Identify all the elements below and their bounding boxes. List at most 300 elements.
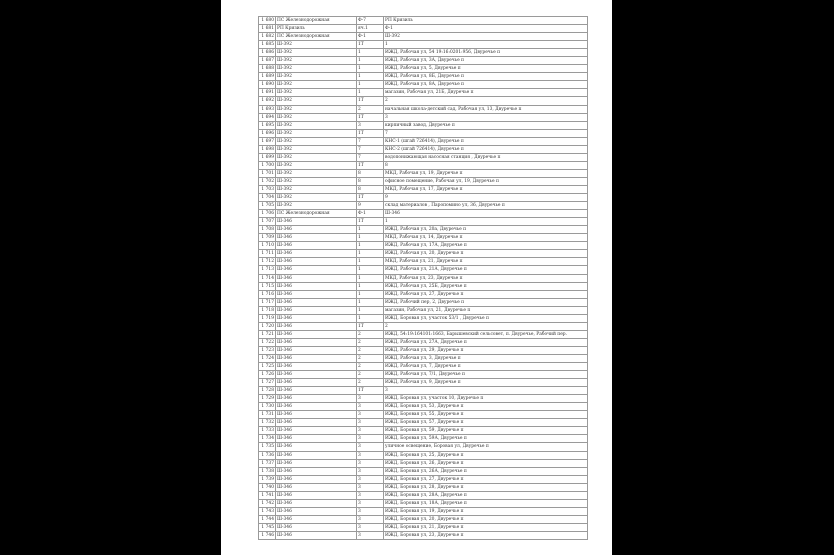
table-row <box>259 459 588 467</box>
consumer-cell: ИЖД, Боровая ул, 19, Двуречье п <box>384 507 588 515</box>
source-object-cell: Ш-392 <box>276 105 357 113</box>
consumer-cell: магазин, Рабочая ул, 21, Двуречье п <box>384 306 588 314</box>
table-row <box>259 274 588 282</box>
row-number-cell: 1 739 <box>259 475 276 483</box>
table-row <box>259 161 588 169</box>
feeder-cell: 1 <box>357 81 384 89</box>
feeder-cell: 8 <box>357 177 384 185</box>
consumer-cell: МКД, Рабочая ул, 17, Двуречье п <box>384 185 588 193</box>
source-object-cell: Ш-346 <box>276 242 357 250</box>
row-number-cell: 1 699 <box>259 153 276 161</box>
table-row <box>259 379 588 387</box>
row-number-cell: 1 740 <box>259 483 276 491</box>
source-object-cell: Ш-346 <box>276 379 357 387</box>
source-object-cell: Ш-392 <box>276 121 357 129</box>
row-number-cell: 1 732 <box>259 419 276 427</box>
row-number-cell: 1 706 <box>259 210 276 218</box>
table-row <box>259 210 588 218</box>
table-row <box>259 363 588 371</box>
source-object-cell: Ш-346 <box>276 515 357 523</box>
feeder-cell: 8 <box>357 185 384 193</box>
consumer-cell: ИЖД, Боровая ул, 53, Двуречье п <box>384 403 588 411</box>
row-number-cell: 1 734 <box>259 435 276 443</box>
source-object-cell: Ш-346 <box>276 523 357 531</box>
source-object-cell: Ш-392 <box>276 41 357 49</box>
source-object-cell: РП Кризиль <box>276 25 357 33</box>
consumer-cell: МКД, Рабочая ул, 19, Двуречье п <box>384 169 588 177</box>
table-row <box>259 443 588 451</box>
consumer-cell: склад материалов , Паропомино ул, 36, Двуречье п <box>384 202 588 210</box>
source-object-cell: Ш-392 <box>276 57 357 65</box>
consumer-cell: ИЖД, Боровая ул, 27, Двуречье п <box>384 475 588 483</box>
source-object-cell: Ш-346 <box>276 532 357 540</box>
feeder-cell: 3 <box>357 483 384 491</box>
source-object-cell: Ш-392 <box>276 97 357 105</box>
document-page <box>221 0 612 555</box>
feeder-cell: 1 <box>357 282 384 290</box>
source-object-cell: Ш-346 <box>276 475 357 483</box>
consumer-cell: начальная школа-детский сад, Рабочая ул, 13, Двуречье п <box>384 105 588 113</box>
row-number-cell: 1 691 <box>259 89 276 97</box>
feeder-cell: 1Т <box>357 41 384 49</box>
source-object-cell: Ш-346 <box>276 274 357 282</box>
source-object-cell: Ш-346 <box>276 346 357 354</box>
row-number-cell: 1 707 <box>259 218 276 226</box>
row-number-cell: 1 718 <box>259 306 276 314</box>
consumer-cell: ИЖД, Рабочая ул, 20, Двуречье п <box>384 250 588 258</box>
row-number-cell: 1 742 <box>259 499 276 507</box>
consumer-cell: ИЖД, Боровая ул, 18А, Двуречье п <box>384 499 588 507</box>
table-row <box>259 499 588 507</box>
source-object-cell: Ш-392 <box>276 129 357 137</box>
source-object-cell: Ш-346 <box>276 483 357 491</box>
feeder-cell: 7 <box>357 145 384 153</box>
feeder-cell: 7 <box>357 153 384 161</box>
consumer-cell: водопонижающая насосная станция , Двуречье п <box>384 153 588 161</box>
feeder-cell: 3 <box>357 121 384 129</box>
feeder-cell: 1 <box>357 258 384 266</box>
row-number-cell: 1 708 <box>259 226 276 234</box>
row-number-cell: 1 688 <box>259 65 276 73</box>
source-object-cell: Ш-346 <box>276 459 357 467</box>
feeder-cell: 1 <box>357 89 384 97</box>
table-row <box>259 467 588 475</box>
table-row <box>259 177 588 185</box>
row-number-cell: 1 686 <box>259 49 276 57</box>
consumer-cell: ИЖД, Боровая ул, 26А, Двуречье п <box>384 467 588 475</box>
table-row <box>259 113 588 121</box>
consumer-cell: ИЖД, Рабочая ул, 7/1, Двуречье п <box>384 371 588 379</box>
feeder-cell: 3 <box>357 523 384 531</box>
consumer-cell: Ш-392 <box>384 33 588 41</box>
table-row <box>259 89 588 97</box>
source-object-cell: Ш-392 <box>276 169 357 177</box>
source-object-cell: Ш-392 <box>276 202 357 210</box>
table-row <box>259 403 588 411</box>
source-object-cell: Ш-392 <box>276 89 357 97</box>
row-number-cell: 1 737 <box>259 459 276 467</box>
source-object-cell: Ш-346 <box>276 427 357 435</box>
row-number-cell: 1 729 <box>259 395 276 403</box>
table-row <box>259 234 588 242</box>
table-row <box>259 105 588 113</box>
table-row <box>259 266 588 274</box>
row-number-cell: 1 717 <box>259 298 276 306</box>
consumer-cell: ИЖД, Рабочая ул, 8А, Двуречье п <box>384 81 588 89</box>
source-object-cell: Ш-346 <box>276 419 357 427</box>
row-number-cell: 1 731 <box>259 411 276 419</box>
table-row <box>259 41 588 49</box>
consumer-cell: КНС-1 (шгай 726414), Двуречье п <box>384 137 588 145</box>
table-row <box>259 169 588 177</box>
consumer-cell: ИЖД, Боровая ул, 28А, Двуречье п <box>384 491 588 499</box>
feeder-cell: 8 <box>357 169 384 177</box>
table-row <box>259 290 588 298</box>
source-object-cell: Ш-346 <box>276 250 357 258</box>
source-object-cell: Ш-392 <box>276 65 357 73</box>
consumer-cell: ИЖД, Боровая ул, 25, Двуречье п <box>384 451 588 459</box>
consumer-cell: офисное помещение, Рабочая ул, 19, Двуречье п <box>384 177 588 185</box>
source-object-cell: Ш-346 <box>276 491 357 499</box>
source-object-cell: Ш-346 <box>276 411 357 419</box>
row-number-cell: 1 727 <box>259 379 276 387</box>
feeder-cell: 1 <box>357 274 384 282</box>
row-number-cell: 1 745 <box>259 523 276 531</box>
consumer-cell: ИЖД, Рабочая ул, 9, Двуречье п <box>384 379 588 387</box>
feeder-cell: 1Т <box>357 194 384 202</box>
feeder-cell: 3 <box>357 419 384 427</box>
source-object-cell: Ш-392 <box>276 161 357 169</box>
feeder-cell: яч.1 <box>357 25 384 33</box>
row-number-cell: 1 725 <box>259 363 276 371</box>
feeder-cell: 3 <box>357 443 384 451</box>
source-object-cell: Ш-346 <box>276 507 357 515</box>
table-row <box>259 57 588 65</box>
consumer-cell: ИЖД, Рабочая ул, 29, Двуречье п <box>384 346 588 354</box>
consumer-cell: 3 <box>384 113 588 121</box>
feeder-cell: 1 <box>357 306 384 314</box>
consumer-cell: ИЖД, Рабочая ул, 25Б, Двуречье п <box>384 282 588 290</box>
row-number-cell: 1 736 <box>259 451 276 459</box>
table-row <box>259 338 588 346</box>
table-row <box>259 354 588 362</box>
table-row <box>259 427 588 435</box>
row-number-cell: 1 690 <box>259 81 276 89</box>
consumer-cell: ИЖД, Боровая ул, 28, Двуречье п <box>384 483 588 491</box>
consumer-cell: ИЖД, Рабочая ул, 27А, Двуречье п <box>384 338 588 346</box>
row-number-cell: 1 712 <box>259 258 276 266</box>
table-body <box>259 17 588 540</box>
source-object-cell: Ш-346 <box>276 499 357 507</box>
consumer-cell: ИЖД, Боровая ул, участок 53/1 , Двуречье п <box>384 314 588 322</box>
consumer-cell: РП Кризиль <box>384 17 588 25</box>
table-row <box>259 346 588 354</box>
source-object-cell: Ш-392 <box>276 194 357 202</box>
table-row <box>259 137 588 145</box>
consumer-cell: ИЖД, Рабочая ул, 3, Двуречье п <box>384 354 588 362</box>
feeder-cell: 7 <box>357 137 384 145</box>
row-number-cell: 1 746 <box>259 532 276 540</box>
consumer-cell: ИЖД, Боровая ул, 59, Двуречье п <box>384 427 588 435</box>
source-object-cell: Ш-392 <box>276 153 357 161</box>
row-number-cell: 1 724 <box>259 354 276 362</box>
row-number-cell: 1 723 <box>259 346 276 354</box>
consumer-cell: ИЖД, Рабочий пер, 2, Двуречье п <box>384 298 588 306</box>
consumer-cell: ИЖД, Рабочая ул, 17А, Двуречье п <box>384 242 588 250</box>
row-number-cell: 1 716 <box>259 290 276 298</box>
feeder-cell: 3 <box>357 411 384 419</box>
row-number-cell: 1 713 <box>259 266 276 274</box>
row-number-cell: 1 682 <box>259 33 276 41</box>
table-row <box>259 145 588 153</box>
table-row <box>259 129 588 137</box>
feeder-cell: 3 <box>357 451 384 459</box>
feeder-cell: 9 <box>357 202 384 210</box>
source-object-cell: ПС Железнодорожная <box>276 33 357 41</box>
feeder-cell: 1 <box>357 73 384 81</box>
source-object-cell: Ш-346 <box>276 330 357 338</box>
consumer-cell: ИЖД, Рабочая ул, 3А, Двуречье п <box>384 57 588 65</box>
consumer-cell: Ш-346 <box>384 210 588 218</box>
row-number-cell: 1 743 <box>259 507 276 515</box>
row-number-cell: 1 709 <box>259 234 276 242</box>
consumer-cell: ИЖД, Рабочая ул, 54 19:16:0201:956, Двуречье п <box>384 49 588 57</box>
source-object-cell: Ш-392 <box>276 177 357 185</box>
source-object-cell: Ш-346 <box>276 395 357 403</box>
source-object-cell: Ш-346 <box>276 451 357 459</box>
feeder-cell: 1 <box>357 242 384 250</box>
source-object-cell: Ш-392 <box>276 137 357 145</box>
table-row <box>259 395 588 403</box>
consumer-cell: ИЖД, Боровая ул, 26, Двуречье п <box>384 459 588 467</box>
table-row <box>259 218 588 226</box>
feeder-cell: Ф-7 <box>357 17 384 25</box>
table-row <box>259 515 588 523</box>
row-number-cell: 1 681 <box>259 25 276 33</box>
feeder-cell: 1 <box>357 314 384 322</box>
consumer-cell: МКД, Рабочая ул, 21, Двуречье п <box>384 258 588 266</box>
consumer-cell: 2 <box>384 322 588 330</box>
source-object-cell: Ш-346 <box>276 314 357 322</box>
feeder-cell: 3 <box>357 427 384 435</box>
table-row <box>259 532 588 540</box>
row-number-cell: 1 694 <box>259 113 276 121</box>
row-number-cell: 1 695 <box>259 121 276 129</box>
table-row <box>259 387 588 395</box>
row-number-cell: 1 744 <box>259 515 276 523</box>
feeder-cell: 3 <box>357 515 384 523</box>
table-row <box>259 330 588 338</box>
consumer-cell: 3 <box>384 387 588 395</box>
source-object-cell: Ш-392 <box>276 73 357 81</box>
consumer-cell: ИЖД, Боровая ул, 59А, Двуречье п <box>384 435 588 443</box>
source-object-cell: Ш-346 <box>276 467 357 475</box>
source-object-cell: Ш-346 <box>276 298 357 306</box>
table-row <box>259 153 588 161</box>
row-number-cell: 1 704 <box>259 194 276 202</box>
table-row <box>259 33 588 41</box>
consumer-cell: 2 <box>384 97 588 105</box>
table-row <box>259 507 588 515</box>
row-number-cell: 1 735 <box>259 443 276 451</box>
feeder-cell: 3 <box>357 435 384 443</box>
consumer-cell: ИЖД, Боровая ул, 23, Двуречье п <box>384 532 588 540</box>
table-row <box>259 81 588 89</box>
table-row <box>259 185 588 193</box>
consumer-cell: 7 <box>384 129 588 137</box>
table-row <box>259 306 588 314</box>
source-object-cell: Ш-346 <box>276 266 357 274</box>
table-row <box>259 202 588 210</box>
feeder-cell: 1 <box>357 57 384 65</box>
data-table <box>258 16 588 540</box>
feeder-cell: 2 <box>357 346 384 354</box>
feeder-cell: 2 <box>357 363 384 371</box>
feeder-cell: 1Т <box>357 218 384 226</box>
consumer-cell: ИЖД, Боровая ул, 57, Двуречье п <box>384 419 588 427</box>
table-row <box>259 314 588 322</box>
source-object-cell: Ш-346 <box>276 226 357 234</box>
consumer-cell: ИЖД, Рабочая ул, 21А, Двуречье п <box>384 266 588 274</box>
feeder-cell: 3 <box>357 532 384 540</box>
consumer-cell: ИЖД, Рабочая ул, 8Б, Двуречье п <box>384 73 588 81</box>
row-number-cell: 1 698 <box>259 145 276 153</box>
table-row <box>259 419 588 427</box>
consumer-cell: ИЖД, Боровая ул, участок 10, Двуречье п <box>384 395 588 403</box>
consumer-cell: магазин, Рабочая ул, 21Б, Двуречье п <box>384 89 588 97</box>
feeder-cell: 1Т <box>357 161 384 169</box>
source-object-cell: Ш-392 <box>276 145 357 153</box>
consumer-cell: ИЖД, Боровая ул, 20, Двуречье п <box>384 515 588 523</box>
consumer-cell: МКД, Рабочая ул, 14, Двуречье п <box>384 234 588 242</box>
row-number-cell: 1 693 <box>259 105 276 113</box>
source-object-cell: Ш-346 <box>276 218 357 226</box>
consumer-cell: ИЖД, 54:19:164101:1663, Барышевский сельсовет, п. Двуречье, Рабочий пер. <box>384 330 588 338</box>
source-object-cell: ПС Железнодорожная <box>276 17 357 25</box>
table-row <box>259 73 588 81</box>
row-number-cell: 1 711 <box>259 250 276 258</box>
consumer-cell: Ф-1 <box>384 25 588 33</box>
table-row <box>259 250 588 258</box>
feeder-cell: 1 <box>357 49 384 57</box>
consumer-cell: ИЖД, Рабочая ул, 20а, Двуречье п <box>384 226 588 234</box>
feeder-cell: 1 <box>357 65 384 73</box>
consumer-cell: 1 <box>384 218 588 226</box>
feeder-cell: 3 <box>357 403 384 411</box>
row-number-cell: 1 685 <box>259 41 276 49</box>
row-number-cell: 1 719 <box>259 314 276 322</box>
row-number-cell: 1 722 <box>259 338 276 346</box>
feeder-cell: 2 <box>357 330 384 338</box>
feeder-cell: 1Т <box>357 113 384 121</box>
feeder-cell: 3 <box>357 499 384 507</box>
feeder-cell: 3 <box>357 459 384 467</box>
consumer-cell: 9 <box>384 194 588 202</box>
row-number-cell: 1 738 <box>259 467 276 475</box>
source-object-cell: Ш-346 <box>276 290 357 298</box>
table-row <box>259 194 588 202</box>
row-number-cell: 1 721 <box>259 330 276 338</box>
row-number-cell: 1 730 <box>259 403 276 411</box>
row-number-cell: 1 710 <box>259 242 276 250</box>
source-object-cell: Ш-346 <box>276 443 357 451</box>
feeder-cell: 1Т <box>357 129 384 137</box>
feeder-cell: 3 <box>357 395 384 403</box>
feeder-cell: 3 <box>357 507 384 515</box>
row-number-cell: 1 741 <box>259 491 276 499</box>
source-object-cell: Ш-346 <box>276 371 357 379</box>
feeder-cell: 2 <box>357 105 384 113</box>
table-row <box>259 17 588 25</box>
source-object-cell: Ш-346 <box>276 234 357 242</box>
feeder-cell: 2 <box>357 354 384 362</box>
consumer-cell: 8 <box>384 161 588 169</box>
feeder-cell: 1Т <box>357 97 384 105</box>
table-row <box>259 491 588 499</box>
consumer-cell: ИЖД, Рабочая ул, 27, Двуречье п <box>384 290 588 298</box>
row-number-cell: 1 692 <box>259 97 276 105</box>
table-row <box>259 49 588 57</box>
row-number-cell: 1 728 <box>259 387 276 395</box>
feeder-cell: 3 <box>357 475 384 483</box>
consumer-cell: ИЖД, Рабочая ул, 5, Двуречье п <box>384 65 588 73</box>
row-number-cell: 1 697 <box>259 137 276 145</box>
feeder-cell: 1 <box>357 234 384 242</box>
table-row <box>259 282 588 290</box>
source-object-cell: ПС Железнодорожная <box>276 210 357 218</box>
feeder-cell: 3 <box>357 467 384 475</box>
feeder-cell: 1Т <box>357 387 384 395</box>
feeder-cell: 1 <box>357 266 384 274</box>
table-row <box>259 65 588 73</box>
source-object-cell: Ш-346 <box>276 363 357 371</box>
feeder-cell: Ф-1 <box>357 33 384 41</box>
consumer-cell: уличное освещение, Боровая ул, Двуречье п <box>384 443 588 451</box>
source-object-cell: Ш-392 <box>276 185 357 193</box>
feeder-cell: 1 <box>357 250 384 258</box>
feeder-cell: 2 <box>357 379 384 387</box>
row-number-cell: 1 696 <box>259 129 276 137</box>
consumer-cell: КНС-2 (шгай 726414), Двуречье п <box>384 145 588 153</box>
feeder-cell: 2 <box>357 371 384 379</box>
table-row <box>259 523 588 531</box>
row-number-cell: 1 702 <box>259 177 276 185</box>
source-object-cell: Ш-346 <box>276 258 357 266</box>
source-object-cell: Ш-346 <box>276 354 357 362</box>
feeder-cell: 1Т <box>357 322 384 330</box>
feeder-cell: 1 <box>357 290 384 298</box>
row-number-cell: 1 701 <box>259 169 276 177</box>
source-object-cell: Ш-346 <box>276 338 357 346</box>
row-number-cell: 1 700 <box>259 161 276 169</box>
feeder-cell: 1 <box>357 298 384 306</box>
feeder-cell: 1 <box>357 226 384 234</box>
source-object-cell: Ш-346 <box>276 403 357 411</box>
row-number-cell: 1 689 <box>259 73 276 81</box>
source-object-cell: Ш-346 <box>276 435 357 443</box>
table-row <box>259 121 588 129</box>
row-number-cell: 1 726 <box>259 371 276 379</box>
feeder-cell: 3 <box>357 491 384 499</box>
source-object-cell: Ш-346 <box>276 306 357 314</box>
consumer-cell: 1 <box>384 41 588 49</box>
row-number-cell: 1 705 <box>259 202 276 210</box>
row-number-cell: 1 714 <box>259 274 276 282</box>
source-object-cell: Ш-392 <box>276 81 357 89</box>
table-row <box>259 97 588 105</box>
source-object-cell: Ш-392 <box>276 113 357 121</box>
table-row <box>259 411 588 419</box>
